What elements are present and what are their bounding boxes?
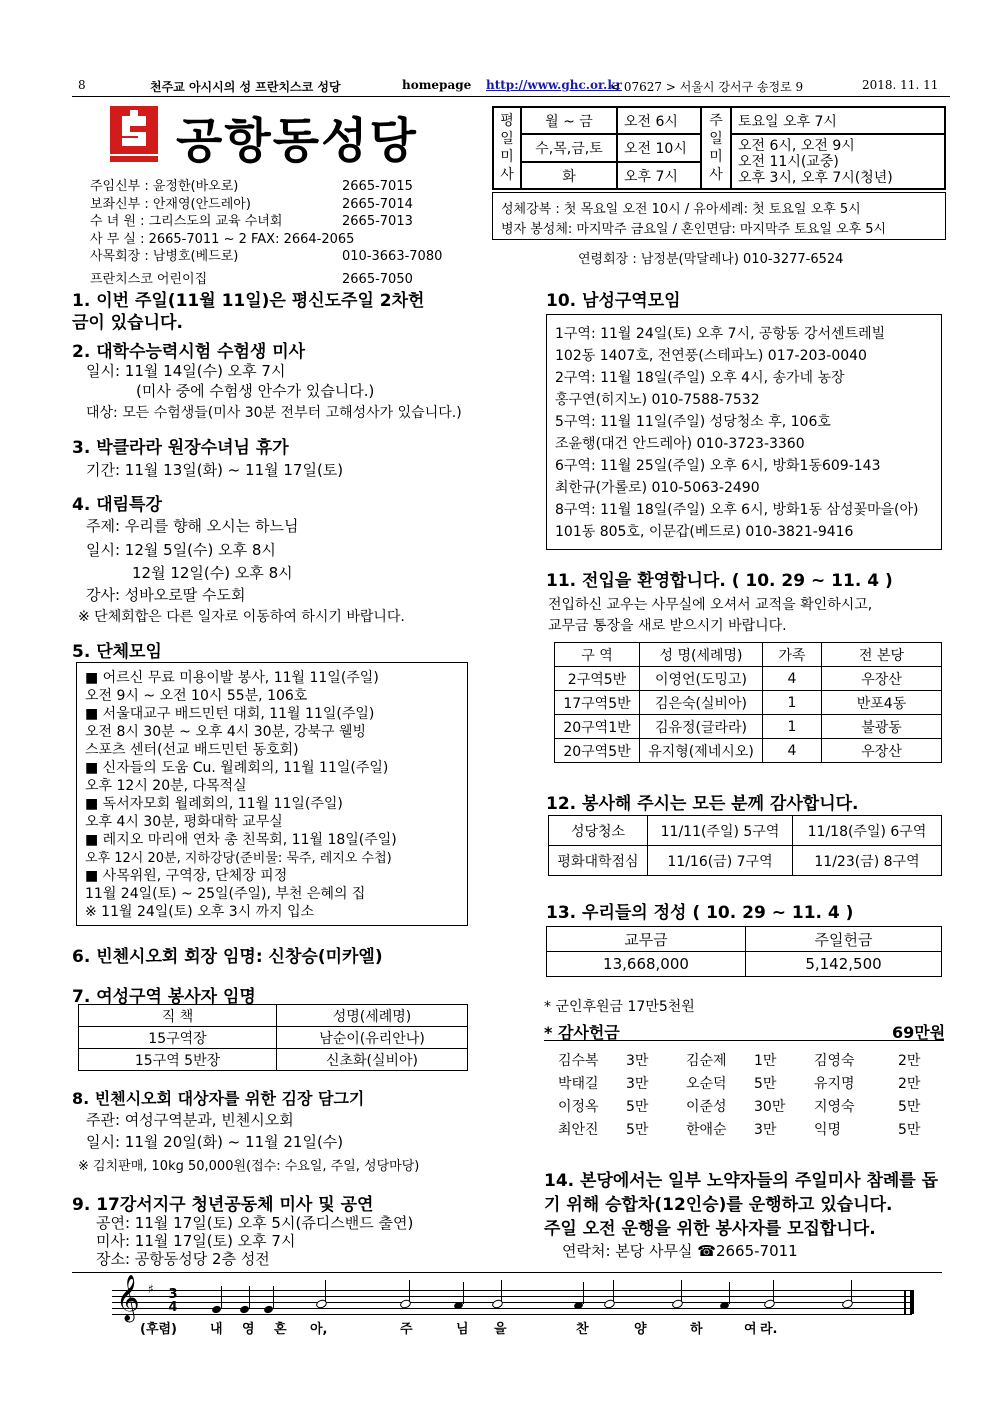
mass-time: 오전 10시 xyxy=(617,134,701,162)
s6-title: 6. 빈첸시오회 회장 임명: 신창승(미카엘) xyxy=(72,947,383,967)
s8-line: 주관: 여성구역분과, 빈첸시오회 xyxy=(86,1111,294,1129)
thanks-label: * 감사헌금 xyxy=(544,1023,620,1042)
s10-line: 조윤행(대건 안드레아) 010-3723-3360 xyxy=(555,436,805,452)
thanks-total: 69만원 xyxy=(892,1023,946,1042)
lyric-syllable: 영 xyxy=(242,1322,255,1337)
table-header: 교무금 xyxy=(547,927,746,952)
s10-box xyxy=(546,314,942,550)
table-row: 15구역장 남순이(유리안나) xyxy=(79,1027,468,1049)
table-header: 구 역 xyxy=(555,643,640,667)
table-row: 17구역5반 김은숙(실비아) 1 반포4동 xyxy=(555,691,942,715)
s5-line: ■ 어르신 무료 미용이발 봉사, 11월 11일(주일) xyxy=(85,670,379,686)
lyric-syllable: 을 xyxy=(494,1322,507,1337)
s4-title: 4. 대림특강 xyxy=(72,495,162,515)
table-header: 주일헌금 xyxy=(746,927,942,952)
council-contact: 연령회장 : 남정분(막달레나) 010-3277-6524 xyxy=(578,252,844,267)
donor-cell: 익명 xyxy=(814,1122,842,1138)
donor-cell: 2만 xyxy=(898,1076,921,1092)
lyric-syllable: 주 xyxy=(400,1322,413,1337)
donor-cell: 지영숙 xyxy=(814,1099,855,1115)
s4-line: 주제: 우리를 향해 오시는 하느님 xyxy=(86,517,299,535)
s5-line: 오후 12시 20분, 지하강당(준비물: 묵주, 레지오 수첩) xyxy=(85,851,392,866)
lyric-syllable: 하 xyxy=(690,1322,703,1337)
key-signature-icon: ♯ xyxy=(148,1282,154,1296)
note-stem xyxy=(851,1280,852,1302)
lyric-syllable: 내 xyxy=(210,1322,223,1337)
treble-clef-icon: 𝄞 xyxy=(116,1275,140,1321)
lyric-syllable: 찬 xyxy=(576,1322,589,1337)
refrain-label: (후렴) xyxy=(140,1322,177,1337)
donor-cell: 5만 xyxy=(898,1122,921,1138)
header-bar xyxy=(72,78,950,97)
staff-row: 사목회장 : 남병호(베드로) 010-3663-7080 xyxy=(90,249,443,264)
table-header: 성명(세례명) xyxy=(277,1005,468,1027)
mass-day: 수,목,금,토 xyxy=(521,134,617,162)
lyric-syllable: 혼 xyxy=(274,1322,287,1337)
donor-cell: 김순제 xyxy=(686,1053,727,1069)
donor-cell: 김수복 xyxy=(558,1053,599,1069)
s12-title: 12. 봉사해 주시는 모든 분께 감사합니다. xyxy=(546,794,859,814)
s14-line: 14. 본당에서는 일부 노약자들의 주일미사 참례를 돕 xyxy=(544,1171,939,1191)
note-stem xyxy=(409,1280,410,1302)
donor-cell: 5만 xyxy=(754,1076,777,1092)
s8-line: 일시: 11월 20일(화) ~ 11월 21일(수) xyxy=(86,1133,344,1151)
donor-cell: 2만 xyxy=(898,1053,921,1069)
mass-schedule xyxy=(492,106,946,190)
s10-line: 최한규(가롤로) 010-5063-2490 xyxy=(555,480,760,496)
s7-title: 7. 여성구역 봉사자 임명 xyxy=(72,987,256,1007)
parish-logo-icon xyxy=(108,106,160,164)
s5-line: ※ 11월 24일(토) 오후 3시 까지 입소 xyxy=(85,904,315,920)
donor-cell: 30만 xyxy=(754,1099,786,1115)
s9-line: 공연: 11월 17일(토) 오후 5시(쥬디스밴드 출연) xyxy=(96,1214,414,1232)
donor-cell: 이준성 xyxy=(686,1099,727,1115)
divider xyxy=(544,1040,944,1041)
s2-line: (미사 중에 수험생 안수가 있습니다.) xyxy=(136,382,375,400)
table-header: 가족 xyxy=(763,643,822,667)
s9-line: 미사: 11월 17일(토) 오후 7시 xyxy=(96,1232,296,1250)
staff-row: 프란치스코 어린이집 2665-7050 xyxy=(90,271,413,287)
s5-line: 오전 8시 30분 ~ 오후 4시 30분, 강북구 웰빙 xyxy=(85,724,367,740)
table-row: 2구역5반 이영언(도밍고) 4 우장산 xyxy=(555,667,942,691)
donor-cell: 최안진 xyxy=(558,1122,599,1138)
barline-end xyxy=(904,1290,906,1314)
staff-row: 사 무 실 : 2665-7011 ~ 2 FAX: 2664-2065 xyxy=(90,231,355,247)
lyric-syllable: 님 xyxy=(456,1322,469,1337)
s5-line: 오후 4시 30분, 평화대학 교무실 xyxy=(85,814,283,830)
issue-date: 2018. 11. 11 xyxy=(862,78,939,92)
s10-line: 2구역: 11월 18일(주일) 오후 4시, 송가네 농장 xyxy=(555,370,845,386)
mass-time: 오후 7시 xyxy=(617,162,701,189)
donor-cell: 박태길 xyxy=(558,1076,599,1092)
time-signature-icon: 3 4 xyxy=(168,1287,178,1315)
military-donation: * 군인후원금 17만5천원 xyxy=(544,999,695,1015)
donor-cell: 3만 xyxy=(754,1122,777,1138)
donor-cell: 한애순 xyxy=(686,1122,727,1138)
homepage-label: homepage xyxy=(402,78,472,92)
note-stem xyxy=(463,1282,464,1304)
staff-list xyxy=(90,178,443,288)
donor-cell: 3만 xyxy=(626,1076,649,1092)
s5-line: ■ 사목위원, 구역장, 단체장 피정 xyxy=(85,868,288,884)
s14-line: 기 위해 승합차(12인승)를 운행하고 있습니다. xyxy=(544,1195,893,1215)
s10-line: 1구역: 11월 24일(토) 오후 7시, 공항동 강서센트레빌 xyxy=(555,326,886,342)
weekday-mass-label: 평일미사 xyxy=(493,107,521,189)
s14-line: 주일 오전 운행을 위한 봉사자를 모집합니다. xyxy=(544,1219,876,1239)
s4-line: 12월 12일(수) 오후 8시 xyxy=(132,564,293,582)
s5-title: 5. 단체모임 xyxy=(72,642,162,662)
s5-line: ■ 서울대교구 배드민턴 대회, 11월 11일(주일) xyxy=(85,706,375,722)
table-row: 20구역1반 김유정(글라라) 1 불광동 xyxy=(555,715,942,739)
staff-row: 주임신부 : 윤정한(바오로) 2665-7015 xyxy=(90,179,413,194)
s10-line: 101동 805호, 이문갑(베드로) 010-3821-9416 xyxy=(555,524,854,540)
s5-box xyxy=(76,662,468,926)
saturday-mass: 토요일 오후 7시 xyxy=(731,107,945,134)
sunday-mass-label: 주일미사 xyxy=(701,107,731,189)
s5-line: ■ 레지오 마리애 연차 총 친목회, 11월 18일(주일) xyxy=(85,832,397,848)
org-name: 천주교 아시시의 성 프란치스코 성당 xyxy=(150,80,341,94)
donor-cell: 3만 xyxy=(626,1053,649,1069)
parish-title: 공항동성당 xyxy=(176,113,418,169)
s9-line: 장소: 공항동성당 2층 성전 xyxy=(96,1250,270,1268)
s5-line: 스포츠 센터(선교 배드민턴 동호회) xyxy=(85,742,299,758)
sunday-mass-times: 오전 6시, 오전 9시 오전 11시(교중) 오후 3시, 오후 7시(청년) xyxy=(731,134,945,189)
note-stem xyxy=(583,1282,584,1304)
homepage-link[interactable]: http://www.ghc.or.kr xyxy=(486,78,622,92)
s7-table xyxy=(78,1004,468,1071)
s12-table xyxy=(548,815,942,876)
table-row: 20구역5반 유지형(제네시오) 4 우장산 xyxy=(555,739,942,763)
s5-line: ■ 신자들의 도움 Cu. 월례회의, 11월 11일(주일) xyxy=(85,760,389,776)
s10-line: 8구역: 11월 18일(주일) 오후 6시, 방화1동 삼성꽃마을(아) xyxy=(555,502,919,518)
s13-title: 13. 우리들의 정성 ( 10. 29 ~ 11. 4 ) xyxy=(546,903,854,923)
lyric-syllable: 양 xyxy=(634,1322,647,1337)
page-number: 8 xyxy=(78,78,86,92)
s5-line: 오후 12시 20분, 다목적실 xyxy=(85,778,247,794)
staff-row: 수 녀 원 : 그리스도의 교육 수녀회 2665-7013 xyxy=(90,214,413,229)
s2-line: 대상: 모든 수험생들(미사 30분 전부터 고해성사가 있습니다.) xyxy=(86,405,462,421)
s9-title: 9. 17강서지구 청년공동체 미사 및 공연 xyxy=(72,1195,374,1215)
s3-title: 3. 박클라라 원장수녀님 휴가 xyxy=(72,438,289,458)
s8-title: 8. 빈첸시오회 대상자를 위한 김장 담그기 xyxy=(72,1089,365,1108)
s11-table xyxy=(554,642,942,763)
s11-para: 전입하신 교우는 사무실에 오셔서 교적을 확인하시고, xyxy=(548,597,873,613)
s11-para: 교무금 통장을 새로 받으시기 바랍니다. xyxy=(548,618,787,634)
s10-line: 102동 1407호, 전연풍(스테파노) 017-203-0040 xyxy=(555,348,867,364)
donor-cell: 오순덕 xyxy=(686,1076,727,1092)
sacrament-info: 성체강복 : 첫 목요일 오전 10시 / 유아세례: 첫 토요일 오후 5시 병자 봉성체: 마지막주 금요일 / 혼인면담: 마지막주 토요일 오후 5시 xyxy=(492,192,946,240)
table-row: 13,668,000 5,142,500 xyxy=(547,952,942,977)
note-stem xyxy=(613,1280,614,1302)
table-header: 성 명(세례명) xyxy=(640,643,763,667)
lyric-syllable: 여 xyxy=(744,1322,757,1337)
s8-line: ※ 김치판매, 10kg 50,000원(접수: 수요일, 주일, 성당마당) xyxy=(78,1159,420,1174)
s11-title: 11. 전입을 환영합니다. ( 10. 29 ~ 11. 4 ) xyxy=(546,571,893,591)
s1-title-1: 1. 이번 주일(11월 11일)은 평신도주일 2차헌 xyxy=(72,291,425,311)
s13-table xyxy=(546,926,942,977)
lyric-syllable: 아, xyxy=(310,1322,328,1337)
donor-cell: 1만 xyxy=(754,1053,777,1069)
note-stem xyxy=(501,1280,502,1302)
s5-line: ■ 독서자모회 월례회의, 11월 11일(주일) xyxy=(85,796,343,812)
note-stem xyxy=(773,1280,774,1302)
s14-contact: 연락처: 본당 사무실 ☎2665-7011 xyxy=(562,1242,798,1260)
address: < 07627 > 서울시 강서구 송정로 9 xyxy=(610,80,804,94)
music-divider xyxy=(72,1272,942,1273)
s4-line: 일시: 12월 5일(수) 오후 8시 xyxy=(86,541,276,559)
s2-title: 2. 대학수능력시험 수험생 미사 xyxy=(72,342,306,362)
s10-title: 10. 남성구역모임 xyxy=(546,291,681,311)
mass-day: 화 xyxy=(521,162,617,189)
note-stem xyxy=(273,1286,274,1308)
donor-cell: 5만 xyxy=(626,1122,649,1138)
s5-line: 11월 24일(토) ~ 25일(주일), 부천 은혜의 집 xyxy=(85,886,366,902)
staff-row: 보좌신부 : 안재영(안드레아) 2665-7014 xyxy=(90,196,413,212)
table-row: 성당청소 11/11(주일) 5구역 11/18(주일) 6구역 xyxy=(549,816,942,846)
note-stem xyxy=(325,1280,326,1302)
note-stem xyxy=(221,1286,222,1308)
s4-line: 강사: 성바오로딸 수도회 xyxy=(86,586,246,604)
s4-line: ※ 단체회합은 다른 일자로 이동하여 하시기 바랍니다. xyxy=(78,609,405,625)
table-header: 직 책 xyxy=(79,1005,277,1027)
s5-line: 오전 9시 ~ 오전 10시 55분, 106호 xyxy=(85,688,308,704)
donor-cell: 유지명 xyxy=(814,1076,855,1092)
donor-cell: 이정옥 xyxy=(558,1099,599,1115)
table-row: 평화대학점심 11/16(금) 7구역 11/23(금) 8구역 xyxy=(549,846,942,876)
mass-day: 월 ~ 금 xyxy=(521,107,617,134)
mass-time: 오전 6시 xyxy=(617,107,701,134)
s10-line: 5구역: 11월 11일(주일) 성당청소 후, 106호 xyxy=(555,414,831,430)
note-stem xyxy=(249,1286,250,1308)
s10-line: 6구역: 11월 25일(주일) 오후 6시, 방화1동609-143 xyxy=(555,458,881,474)
s10-line: 홍구연(히지노) 010-7588-7532 xyxy=(555,392,760,408)
s2-line: 일시: 11월 14일(수) 오후 7시 xyxy=(86,362,286,380)
table-row: 15구역 5반장 신초화(실비아) xyxy=(79,1049,468,1071)
lyric-syllable: 라. xyxy=(760,1322,778,1337)
note-stem xyxy=(729,1282,730,1304)
table-header: 전 본당 xyxy=(822,643,942,667)
barline-final xyxy=(910,1290,914,1314)
donor-cell: 5만 xyxy=(898,1099,921,1115)
s3-line: 기간: 11월 13일(화) ~ 11월 17일(토) xyxy=(86,461,344,479)
donor-cell: 김영숙 xyxy=(814,1053,855,1069)
note-stem xyxy=(681,1280,682,1302)
donor-cell: 5만 xyxy=(626,1099,649,1115)
s1-title-2: 금이 있습니다. xyxy=(72,313,183,333)
